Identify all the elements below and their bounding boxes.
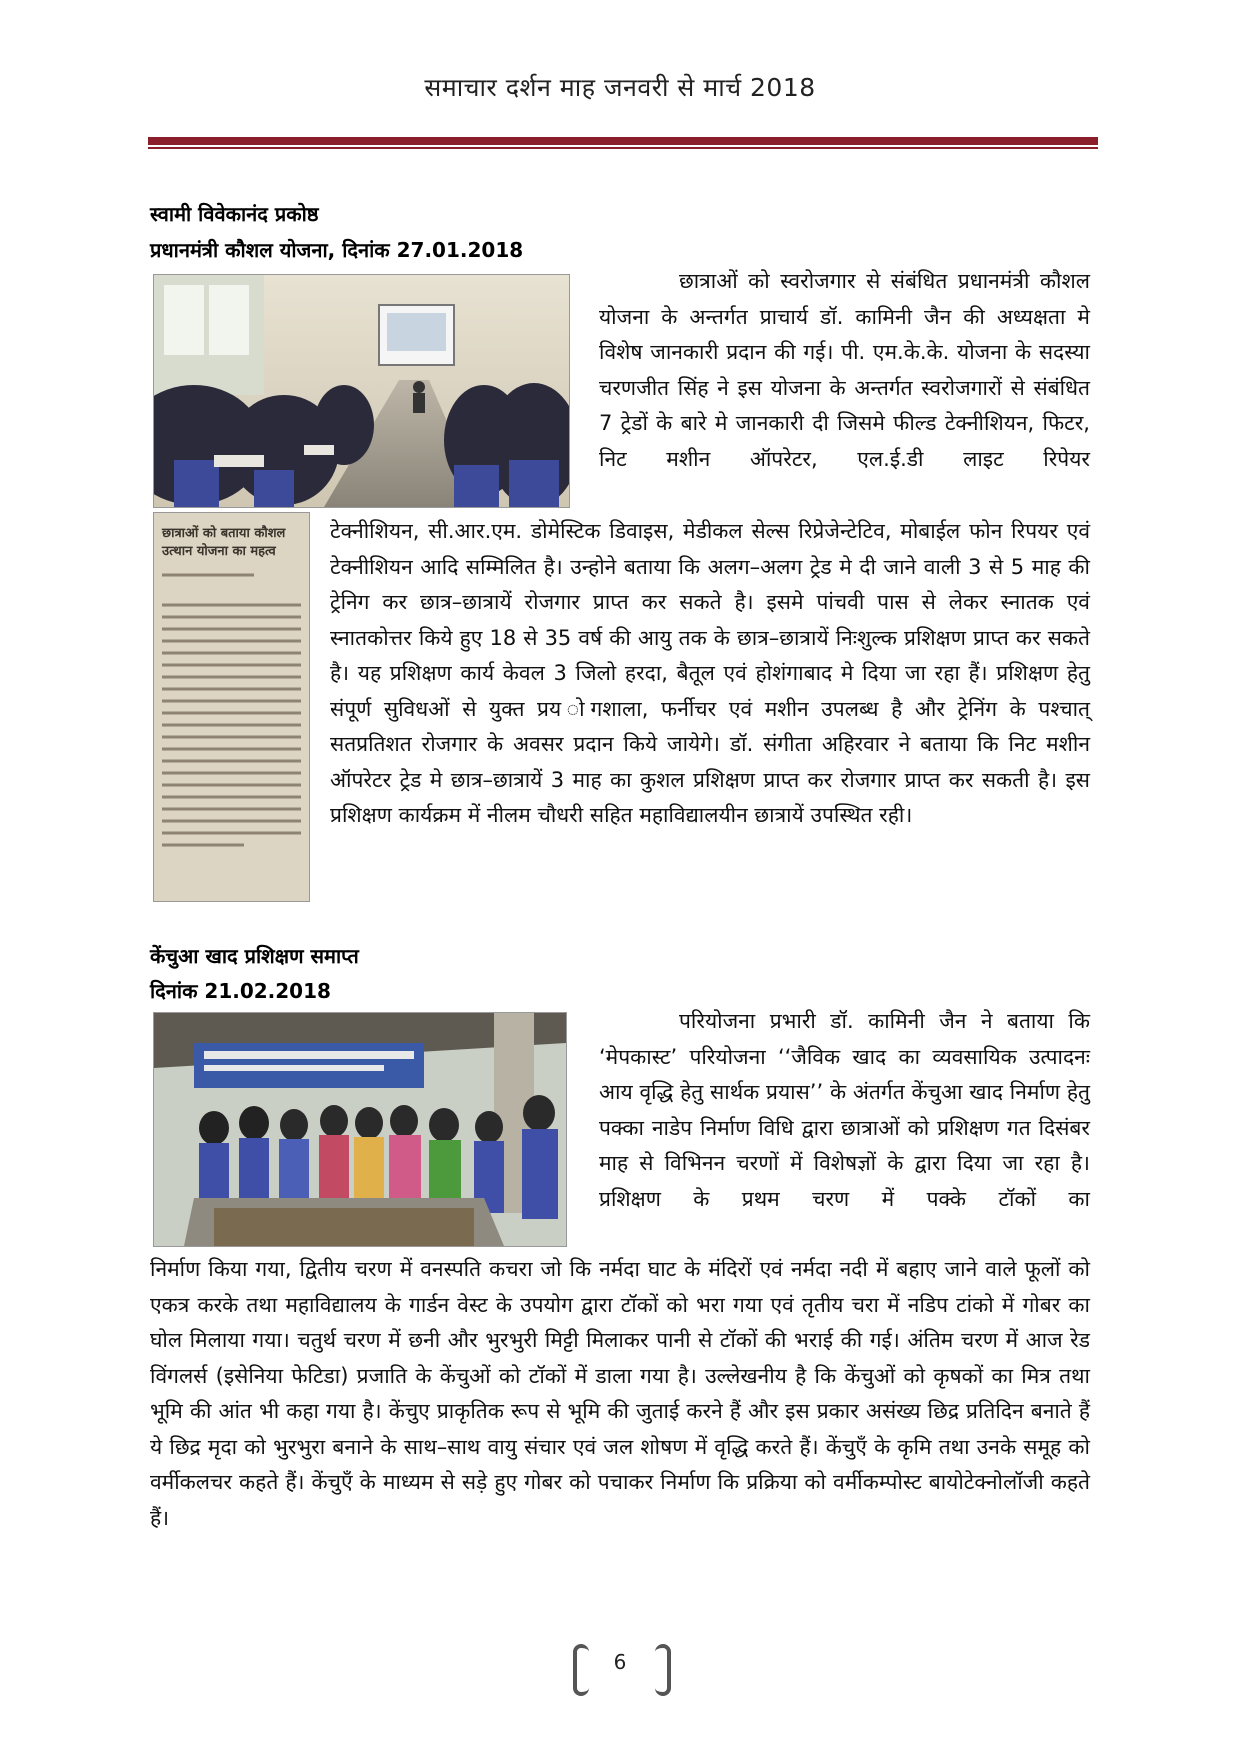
clipping-headline: छात्राओं को बताया कौशल उत्थान योजना का महत्व xyxy=(162,526,286,559)
section2-subheading: दिनांक 21.02.2018 xyxy=(150,979,331,1003)
classroom-photo xyxy=(153,274,570,508)
header-divider xyxy=(148,137,1098,145)
section2-heading: केंचुआ खाद प्रशिक्षण समाप्त xyxy=(150,944,359,968)
compost-training-photo xyxy=(153,1012,567,1247)
header-divider-thin xyxy=(148,147,1098,149)
section1-subheading: प्रधानमंत्री कौशल योजना, दिनांक 27.01.2018 xyxy=(150,238,524,262)
page-title: समाचार दर्शन माह जनवरी से मार्च 2018 xyxy=(424,73,816,102)
section2-paragraph-top: परियोजना प्रभारी डॉ. कामिनी जैन ने बताया कि ‘मेपकास्ट’ परियोजना ‘‘जैविक खाद का व्यवसायिक उत्पादनः आय वृद्धि हेतु सार्थक प्रयास’’ के अंतर्गत केंचुआ खाद निर्माण हेतु पक्का नाडेप निर्माण विधि द्वारा छात्राओं को प्रशिक्षण गत दिसंबर माह से विभिनन चरणों में विशेषज्ञों के द्वारा दिया जा रहा है। प्रशिक्षण के प्रथम चरण में पक्के टॉकों का xyxy=(599,1009,1090,1211)
newspaper-clipping xyxy=(153,512,310,902)
section1-paragraph-top: छात्राओं को स्वरोजगार से संबंधित प्रधानमंत्री कौशल योजना के अन्तर्गत प्राचार्य डॉ. कामिनी जैन की अध्यक्षता मे विशेष जानकारी प्रदान की गई। पी. एम.के.के. योजना के सदस्या चरणजीत सिंह ने इस योजना के अन्तर्गत स्वरोजगारों से संबंधित 7 ट्रेडों के बारे मे जानकारी दी जिसमे फील्ड टेक्नीशियन, फिटर, निट मशीन ऑपरेटर, एल.ई.डी लाइट रिपेयर xyxy=(599,269,1090,471)
page-number-bracket-right xyxy=(655,1644,671,1696)
section1-heading: स्वामी विवेकानंद प्रकोष्ठ xyxy=(150,202,319,226)
section1-paragraph-bottom: टेक्नीशियन, सी.आर.एम. डोमेस्टिक डिवाइस, मेडीकल सेल्स रिप्रेजेन्टेटिव, मोबाईल फोन रिपयर एवं टेक्नीशियन आदि सम्मिलित है। उन्होने बताया कि अलग–अलग ट्रेड मे दी जाने वाली 3 से 5 माह की ट्रेनिग कर छात्र–छात्रायें रोजगार प्राप्त कर सकते है। इसमे पांचवी पास से लेकर स्नातक एवं स्नातकोत्तर किये हुए 18 से 35 वर्ष की आयु तक के छात्र–छात्रायें निःशुल्क प्रशिक्षण प्राप्त कर सकते है। यह प्रशिक्षण कार्य केवल 3 जिलो हरदा, बैतूल एवं होशंगाबाद मे दिया जा रहा हैं। प्रशिक्षण हेतु संपूर्ण सुविधओं से युक्त प्रय ोगशाला, फर्नीचर एवं मशीन उपलब्ध है और ट्रेनिंग के पश्चात् सतप्रतिशत रोजगार के अवसर प्रदान किये जायेगे। डॉ. संगीता अहिरवार ने बताया कि निट मशीन ऑपरेटर ट्रेड मे छात्र–छात्रायें 3 माह का कुशल प्रशिक्षण प्राप्त कर रोजगार प्राप्त कर सकती है। इस प्रशिक्षण कार्यक्रम में नीलम चौधरी सहित महाविद्यालयीन छात्रायें उपस्थित रही। xyxy=(330,519,1090,827)
section2-paragraph-bottom: निर्माण किया गया, द्वितीय चरण में वनस्पति कचरा जो कि नर्मदा घाट के मंदिरों एवं नर्मदा नदी में बहाए जाने वाले फूलों को एकत्र करके तथा महाविद्यालय के गार्डन वेस्ट के उपयोग द्वारा टॉकों को भरा गया एवं तृतीय चरा में नडिप टांको में गोबर का घोल मिलाया गया। चतुर्थ चरण में छनी और भुरभुरी मिट्टी मिलाकर पानी से टॉकों की भराई की गई। अंतिम चरण में आज रेड विंगलर्स (इसेनिया फेटिडा) प्रजाति के केंचुओं को टॉकों में डाला गया है। उल्लेखनीय है कि केंचुओं को कृषकों का मित्र तथा भूमि की आंत भी कहा गया है। केंचुए प्राकृतिक रूप से भूमि की जुताई करने हैं और इस प्रकार असंख्य छिद्र प्रतिदिन बनाते हैं ये छिद्र मृदा को भुरभुरा बनाने के साथ–साथ वायु संचार एवं जल शोषण में वृद्धि करते हैं। केंचुएँ के कृमि तथा उनके समूह को वर्मीकलचर कहते हैं। केंचुएँ के माध्यम से सड़े हुए गोबर को पचाकर निर्माण कि प्रक्रिया को वर्मीकम्पोस्ट बायोटेक्नोलॉजी कहते हैं। xyxy=(150,1257,1090,1530)
page-number: 6 xyxy=(613,1650,627,1674)
